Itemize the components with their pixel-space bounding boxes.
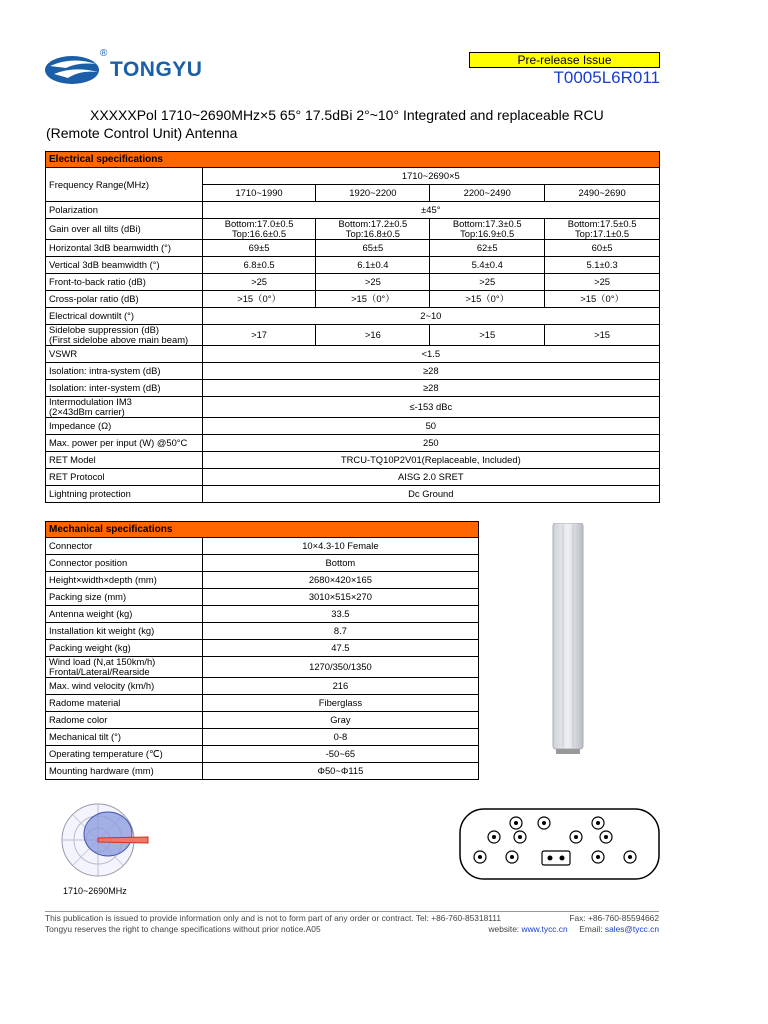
spec-label	[46, 678, 203, 695]
spec-value: 65±5	[316, 240, 430, 257]
band-header: 2200~2490	[430, 185, 545, 202]
spec-label-line: (First sidelobe above main beam)	[49, 334, 189, 345]
spec-row	[46, 763, 479, 780]
spec-label-line: Gain over all tilts (dBi)	[49, 223, 141, 234]
spec-value: 69±5	[202, 240, 316, 257]
spec-label	[46, 640, 203, 657]
spec-label	[46, 623, 203, 640]
spec-label-line: Isolation: intra-system (dB)	[49, 365, 161, 376]
spec-value: 216	[202, 678, 478, 695]
spec-row	[46, 397, 660, 418]
spec-label-line: Front-to-back ratio (dB)	[49, 276, 146, 287]
spec-value: 47.5	[202, 640, 478, 657]
spec-value-line: Top:16.6±0.5	[231, 228, 287, 239]
spec-label	[46, 452, 203, 469]
spec-label	[46, 397, 203, 418]
spec-label	[46, 240, 203, 257]
spec-row	[46, 240, 660, 257]
spec-label	[46, 589, 203, 606]
spec-label-line: Connector position	[49, 557, 128, 568]
spec-value: Fiberglass	[202, 695, 478, 712]
spec-label	[46, 291, 203, 308]
electrical-heading: Electrical specifications	[46, 152, 660, 168]
spec-row	[46, 274, 660, 291]
spec-value: 6.8±0.5	[202, 257, 316, 274]
spec-label	[46, 380, 203, 397]
spec-label	[46, 606, 203, 623]
spec-value-line: Top:17.1±0.5	[574, 228, 630, 239]
spec-label-line: Max. wind velocity (km/h)	[49, 680, 155, 691]
spec-row	[46, 572, 479, 589]
spec-label-line: Impedance (Ω)	[49, 420, 112, 431]
spec-label-line: Wind load (N,at 150km/h)	[49, 656, 156, 667]
spec-row	[46, 435, 660, 452]
spec-value: TRCU-TQ10P2V01(Replaceable, Included)	[202, 452, 659, 469]
footer-notice: Tongyu reserves the right to change specifications without prior notice.A05	[45, 924, 321, 934]
spec-value: ±45°	[202, 202, 659, 219]
spec-value-line: Top:16.8±0.5	[345, 228, 400, 239]
spec-label	[46, 308, 203, 325]
spec-value: ≥28	[202, 380, 659, 397]
electrical-spec-table	[45, 151, 660, 503]
spec-label: Frequency Range(MHz)	[46, 168, 203, 202]
spec-label-line: Isolation: inter-system (dB)	[49, 382, 161, 393]
title-line-1: XXXXXPol 1710~2690MHz×5 65° 17.5dBi 2°~10° Integrated and replaceable RCU	[90, 107, 604, 123]
spec-value: 10×4.3-10 Female	[202, 538, 478, 555]
spec-value: 2~10	[202, 308, 659, 325]
spec-row	[46, 380, 660, 397]
spec-label	[46, 346, 203, 363]
spec-value: >15（0°）	[545, 291, 660, 308]
spec-value: >15	[545, 325, 660, 346]
spec-value: Bottom	[202, 555, 478, 572]
spec-row	[46, 219, 660, 240]
spec-value	[545, 219, 660, 240]
radiation-pattern-diagram	[50, 800, 150, 880]
spec-value-line: Bottom:17.5±0.5	[567, 218, 637, 229]
footer-line-2	[45, 924, 659, 934]
footer-disclaimer: This publication is issued to provide information only and is not to form part of any order or contract. Tel: +86-760-85318111	[45, 913, 501, 923]
spec-label	[46, 469, 203, 486]
spec-label	[46, 257, 203, 274]
spec-row	[46, 555, 479, 572]
spec-label-line: Max. power per input (W) @50°C	[49, 437, 188, 448]
spec-label-line: Installation kit weight (kg)	[49, 625, 155, 636]
spec-row	[46, 325, 660, 346]
email-label: Email:	[579, 924, 603, 934]
spec-label	[46, 435, 203, 452]
spec-value: >25	[545, 274, 660, 291]
spec-row	[46, 308, 660, 325]
spec-row	[46, 640, 479, 657]
spec-value: 1270/350/1350	[202, 657, 478, 678]
spec-label-line: Horizontal 3dB beamwidth (°)	[49, 242, 172, 253]
title-line-2: (Remote Control Unit) Antenna	[46, 125, 238, 141]
spec-label-line: Packing size (mm)	[49, 591, 127, 602]
spec-section-header	[46, 152, 660, 168]
spec-row	[46, 538, 479, 555]
spec-value: ≥28	[202, 363, 659, 380]
document-number: T0005L6R011	[553, 68, 660, 87]
issue-badge: Pre-release Issue	[469, 52, 660, 68]
spec-label-line: Radome color	[49, 714, 108, 725]
spec-label-line: Mounting hardware (mm)	[49, 765, 154, 776]
spec-row	[46, 695, 479, 712]
spec-value: >17	[202, 325, 316, 346]
connector-panel-diagram	[458, 807, 661, 881]
footer-contacts	[488, 924, 659, 934]
spec-row	[46, 469, 660, 486]
band-header: 1920~2200	[316, 185, 430, 202]
spec-label-line: Connector	[49, 540, 93, 551]
spec-label	[46, 418, 203, 435]
spec-value	[430, 219, 545, 240]
spec-row	[46, 746, 479, 763]
spec-value: Φ50~Φ115	[202, 763, 478, 780]
spec-label	[46, 538, 203, 555]
spec-value: 250	[202, 435, 659, 452]
spec-value: 5.4±0.4	[430, 257, 545, 274]
spec-value: >15	[430, 325, 545, 346]
spec-value: 3010×515×270	[202, 589, 478, 606]
spec-value-line: Bottom:17.2±0.5	[338, 218, 408, 229]
spec-label-line: Operating temperature (℃)	[49, 748, 163, 759]
spec-value: 33.5	[202, 606, 478, 623]
spec-label-line: Packing weight (kg)	[49, 642, 131, 653]
spec-label	[46, 763, 203, 780]
spec-value: 6.1±0.4	[316, 257, 430, 274]
website-label: website:	[488, 924, 520, 934]
spec-value: 0-8	[202, 729, 478, 746]
spec-row	[46, 418, 660, 435]
spec-row	[46, 712, 479, 729]
footer-line-1	[45, 913, 659, 923]
spec-row	[46, 363, 660, 380]
spec-value: >15（0°）	[202, 291, 316, 308]
spec-label-line: Intermodulation IM3	[49, 396, 132, 407]
band-header: 2490~2690	[545, 185, 660, 202]
spec-row	[46, 452, 660, 469]
logo-text: TONGYU	[110, 58, 203, 81]
spec-label-line: (2×43dBm carrier)	[49, 406, 125, 417]
email-link[interactable]: sales@tycc.cn	[604, 924, 659, 934]
spec-section-header	[46, 522, 479, 538]
tongyu-logo	[44, 48, 214, 88]
spec-value	[202, 219, 316, 240]
spec-row	[46, 589, 479, 606]
footer-divider	[45, 911, 659, 912]
spec-value: >25	[430, 274, 545, 291]
spec-value: >15（0°）	[316, 291, 430, 308]
spec-label	[46, 363, 203, 380]
spec-label-line: Cross-polar ratio (dB)	[49, 293, 139, 304]
spec-value: >25	[316, 274, 430, 291]
product-title	[46, 106, 666, 142]
spec-label-line: RET Model	[49, 454, 96, 465]
spec-value: 5.1±0.3	[545, 257, 660, 274]
spec-value: 60±5	[545, 240, 660, 257]
spec-label-line: Electrical downtilt (°)	[49, 310, 135, 321]
spec-row	[46, 678, 479, 695]
spec-label	[46, 555, 203, 572]
spec-label-line: Vertical 3dB beamwidth (°)	[49, 259, 160, 270]
website-link[interactable]: www.tycc.cn	[521, 924, 568, 934]
spec-label-line: Sidelobe suppression (dB)	[49, 324, 159, 335]
spec-value: ≤-153 dBc	[202, 397, 659, 418]
registered-mark: ®	[100, 48, 108, 59]
spec-value-line: Top:16.9±0.5	[460, 228, 515, 239]
spec-label-line: VSWR	[49, 348, 78, 359]
spec-label-line: Polarization	[49, 204, 98, 215]
spec-value: 62±5	[430, 240, 545, 257]
spec-value: 1710~2690×5	[202, 168, 659, 185]
spec-row	[46, 291, 660, 308]
spec-value: Gray	[202, 712, 478, 729]
spec-label-line: Height×width×depth (mm)	[49, 574, 157, 585]
spec-value: Dc Ground	[202, 486, 659, 503]
antenna-image	[552, 523, 584, 755]
spec-label	[46, 202, 203, 219]
spec-value: 2680×420×165	[202, 572, 478, 589]
spec-label	[46, 712, 203, 729]
spec-value: 8.7	[202, 623, 478, 640]
spec-label	[46, 657, 203, 678]
pattern-label: 1710~2690MHz	[63, 886, 127, 896]
spec-value: >16	[316, 325, 430, 346]
spec-label-line: Antenna weight (kg)	[49, 608, 133, 619]
spec-value	[316, 219, 430, 240]
spec-row	[46, 606, 479, 623]
band-header: 1710~1990	[202, 185, 316, 202]
mechanical-heading: Mechanical specifications	[46, 522, 479, 538]
spec-value: AISG 2.0 SRET	[202, 469, 659, 486]
spec-label	[46, 695, 203, 712]
spec-label-line: Radome material	[49, 697, 121, 708]
spec-value: -50~65	[202, 746, 478, 763]
mechanical-spec-table	[45, 521, 479, 780]
spec-label	[46, 219, 203, 240]
footer-fax: Fax: +86-760-85594662	[569, 913, 659, 923]
spec-value: <1.5	[202, 346, 659, 363]
spec-value-line: Bottom:17.0±0.5	[224, 218, 294, 229]
spec-value-line: Bottom:17.3±0.5	[452, 218, 522, 229]
spec-row	[46, 257, 660, 274]
spec-row	[46, 729, 479, 746]
spec-value: >25	[202, 274, 316, 291]
spec-value: >15（0°）	[430, 291, 545, 308]
spec-value: 50	[202, 418, 659, 435]
logo-icon	[44, 52, 106, 88]
spec-label	[46, 746, 203, 763]
spec-row	[46, 623, 479, 640]
spec-label-line: Lightning protection	[49, 488, 131, 499]
spec-label	[46, 572, 203, 589]
spec-label	[46, 325, 203, 346]
spec-label	[46, 486, 203, 503]
spec-label-line: Frontal/Lateral/Rearside	[49, 666, 150, 677]
spec-row	[46, 486, 660, 503]
spec-row	[46, 168, 660, 185]
spec-label-line: RET Protocol	[49, 471, 105, 482]
spec-row	[46, 202, 660, 219]
spec-label-line: Mechanical tilt (°)	[49, 731, 121, 742]
spec-label	[46, 274, 203, 291]
spec-label	[46, 729, 203, 746]
spec-row	[46, 657, 479, 678]
spec-row	[46, 346, 660, 363]
